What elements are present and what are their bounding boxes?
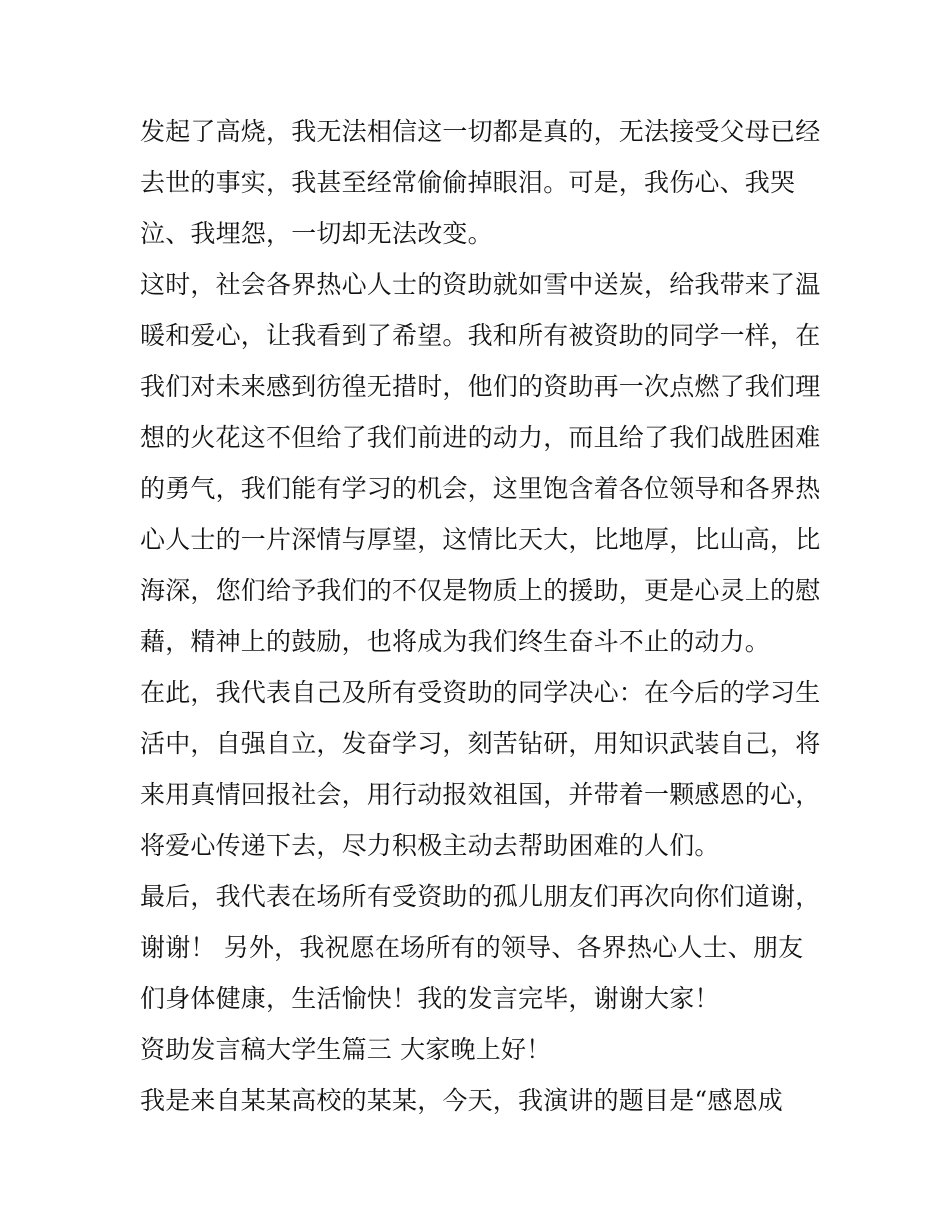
text-line: 我们对未来感到彷徨无措时，他们的资助再一次点燃了我们理 bbox=[140, 372, 821, 401]
text-line: 的勇气，我们能有学习的机会，这里饱含着各位领导和各界热 bbox=[140, 474, 821, 503]
text-line: 发起了高烧，我无法相信这一切都是真的，无法接受父母已经 bbox=[140, 117, 821, 146]
text-line: 心人士的一片深情与厚望，这情比天大，比地厚，比山高，比 bbox=[140, 525, 821, 554]
text-line: 藉，精神上的鼓励，也将成为我们终生奋斗不止的动力。 bbox=[140, 627, 771, 656]
text-line: 来用真情回报社会，用行动报效祖国，并带着一颗感恩的心， bbox=[140, 780, 821, 809]
text-line: 海深，您们给予我们的不仅是物质上的援助，更是心灵上的慰 bbox=[140, 576, 821, 605]
text-line: 在此，我代表自己及所有受资助的同学决心：在今后的学习生 bbox=[140, 678, 821, 707]
text-line: 谢谢！ 另外，我祝愿在场所有的领导、各界热心人士、朋友 bbox=[140, 933, 804, 962]
text-line: 去世的事实，我甚至经常偷偷掉眼泪。可是，我伤心、我哭 bbox=[140, 168, 796, 197]
text-line: 想的火花这不但给了我们前进的动力，而且给了我们战胜困难 bbox=[140, 423, 821, 452]
text-line: 这时，社会各界热心人士的资助就如雪中送炭，给我带来了温 bbox=[140, 270, 821, 299]
section-heading-line: 资助发言稿大学生篇三 大家晚上好！ bbox=[140, 1035, 552, 1064]
text-line: 泣、我埋怨，一切却无法改变。 bbox=[140, 219, 493, 248]
text-line: 最后，我代表在场所有受资助的孤儿朋友们再次向你们道谢， bbox=[140, 882, 821, 911]
text-line: 活中，自强自立，发奋学习，刻苦钻研，用知识武装自己，将 bbox=[140, 729, 821, 758]
text-line: 我是来自某某高校的某某，今天，我演讲的题目是“感恩成 bbox=[140, 1086, 783, 1115]
text-line: 将爱心传递下去，尽力积极主动去帮助困难的人们。 bbox=[140, 831, 720, 860]
text-line: 们身体健康，生活愉快！我的发言完毕，谢谢大家！ bbox=[140, 984, 720, 1013]
document-body bbox=[140, 106, 830, 1126]
text-line: 暖和爱心，让我看到了希望。我和所有被资助的同学一样，在 bbox=[140, 321, 821, 350]
